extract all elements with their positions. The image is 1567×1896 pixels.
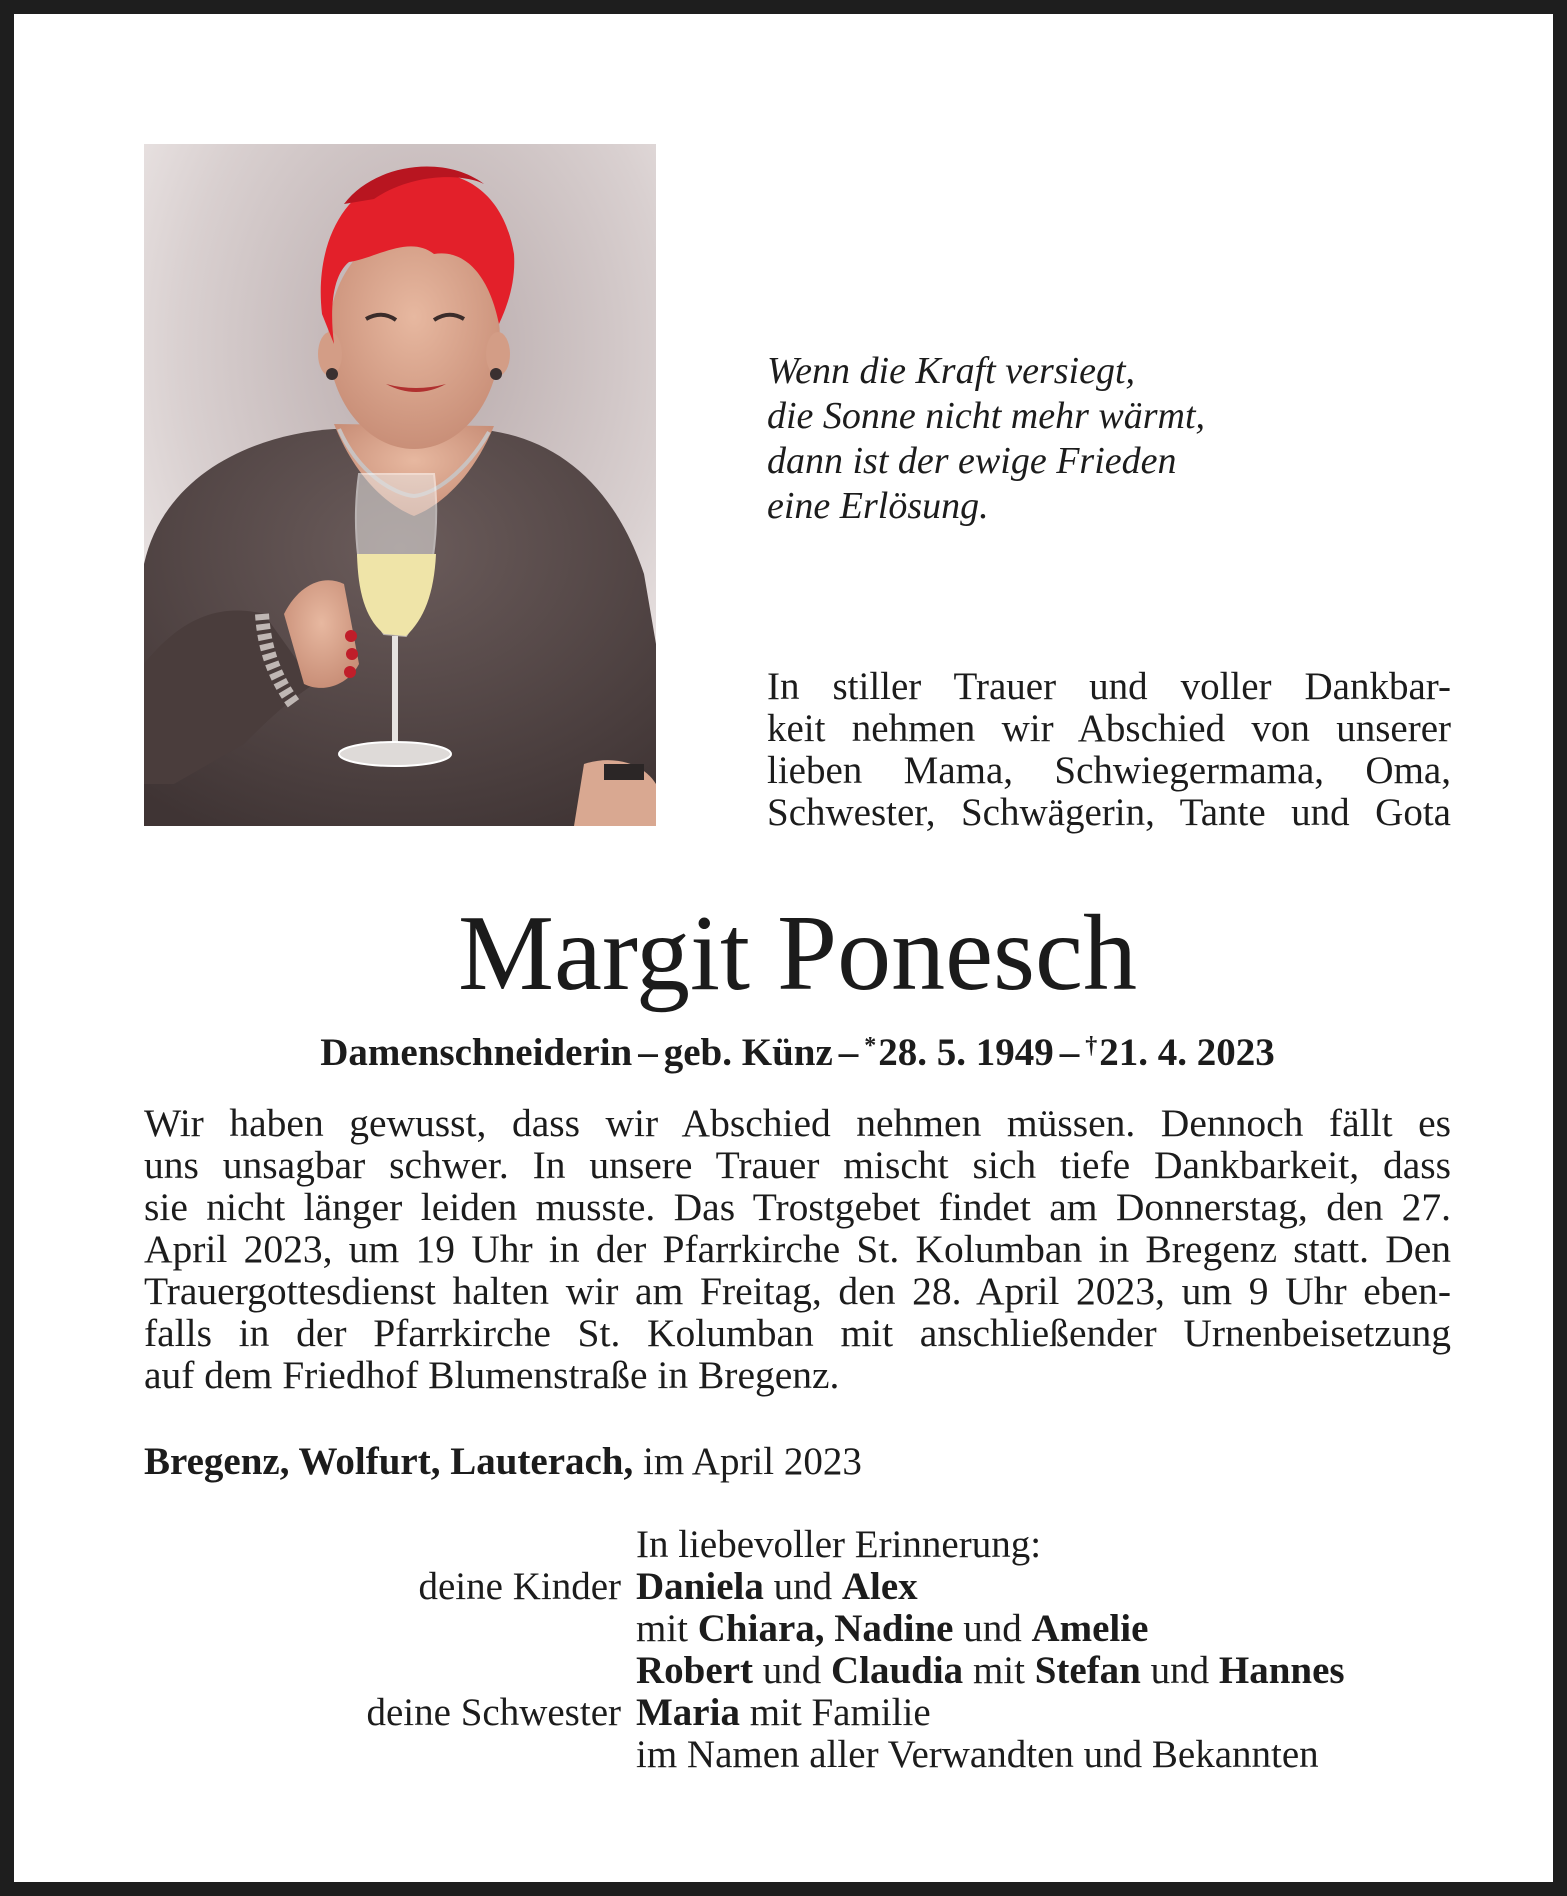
place-date-line	[144, 1439, 862, 1485]
mourner-name: Amelie	[1031, 1607, 1149, 1650]
mourners-block	[14, 1524, 1567, 1776]
mourner-name: Claudia	[830, 1649, 964, 1692]
mourner-name: Alex	[841, 1565, 918, 1608]
conjunction: mit Familie	[749, 1691, 931, 1734]
mourners-closing: im Namen aller Verwandten und Bekannten	[636, 1733, 1319, 1776]
conjunction: und	[1150, 1649, 1210, 1692]
body-line: auf dem Friedhof Blumenstraße in Bregenz.	[144, 1353, 840, 1397]
mourners-heading-row	[14, 1524, 1567, 1566]
conjunction: mit	[636, 1607, 689, 1650]
separator-dash: –	[1059, 1031, 1080, 1074]
quote-verse	[767, 349, 1205, 529]
body-line: falls in der Pfarrkirche St. Kolumban mit anschließender Urnenbeisetzung	[144, 1311, 1451, 1355]
quote-line: die Sonne nicht mehr wärmt,	[767, 395, 1206, 437]
conjunction: und	[963, 1607, 1022, 1650]
sister-label: deine Schwester	[366, 1691, 621, 1734]
conjunction: und	[773, 1565, 833, 1608]
mourners-row	[14, 1608, 1567, 1650]
body-line: uns unsagbar schwer. In unsere Trauer mischt sich tiefe Dankbarkeit, dass	[144, 1143, 1451, 1187]
mourners-names	[636, 1692, 931, 1734]
separator-dash: –	[638, 1031, 658, 1074]
birth-symbol: *	[864, 1033, 877, 1059]
children-label: deine Kinder	[418, 1565, 621, 1608]
mourners-row	[14, 1650, 1567, 1692]
birth-date: 28. 5. 1949	[878, 1031, 1054, 1074]
place-towns: Bregenz, Wolfurt, Lauterach,	[144, 1440, 634, 1483]
death-date: 21. 4. 2023	[1099, 1031, 1275, 1074]
portrait-photo	[144, 144, 656, 826]
body-line: sie nicht länger leiden musste. Das Trostgebet findet am Donnerstag, den 27.	[144, 1185, 1451, 1229]
conjunction: mit	[972, 1649, 1025, 1692]
body-line: April 2023, um 19 Uhr in der Pfarrkirche St. Kolumban in Bregenz statt. Den	[144, 1227, 1451, 1271]
conjunction: und	[762, 1649, 822, 1692]
mourners-names	[636, 1608, 1148, 1650]
mourner-name: Nadine	[834, 1607, 954, 1650]
separator-dash: –	[838, 1031, 859, 1074]
intro-line: In stiller Trauer und voller Dankbar-	[767, 665, 1451, 708]
intro-paragraph	[767, 666, 1451, 834]
mourners-names	[636, 1566, 918, 1608]
mourner-name: Robert	[636, 1649, 753, 1692]
mourners-names	[636, 1650, 1345, 1692]
quote-line: eine Erlösung.	[767, 485, 989, 527]
mourners-row	[14, 1692, 1567, 1734]
quote-line: Wenn die Kraft versiegt,	[767, 350, 1135, 392]
mourners-row	[14, 1734, 1567, 1776]
quote-line: dann ist der ewige Frieden	[767, 440, 1177, 482]
profession: Damenschneiderin	[320, 1031, 633, 1074]
deceased-name: Margit Ponesch	[458, 894, 1137, 1013]
body-line: Wir haben gewusst, dass wir Abschied nehmen müssen. Dennoch fällt es	[144, 1101, 1451, 1145]
death-symbol: †	[1085, 1033, 1098, 1059]
announcement-text	[144, 1102, 1451, 1396]
mourner-name: Hannes	[1218, 1649, 1345, 1692]
place-date: im April 2023	[643, 1440, 862, 1483]
mourner-name: Chiara,	[697, 1607, 825, 1650]
intro-line: keit nehmen wir Abschied von unserer	[767, 707, 1451, 750]
mourner-name: Maria	[636, 1691, 740, 1734]
mourner-name: Stefan	[1034, 1649, 1141, 1692]
intro-line: lieben Mama, Schwiegermama, Oma,	[767, 749, 1451, 792]
birth-name: geb. Künz	[663, 1031, 833, 1074]
body-line: Trauergottesdienst halten wir am Freitag, den 28. April 2023, um 9 Uhr eben-	[144, 1269, 1451, 1313]
mourner-name: Daniela	[636, 1565, 764, 1608]
mourners-heading: In liebevoller Erinnerung:	[636, 1523, 1042, 1566]
mourners-row	[14, 1566, 1567, 1608]
intro-line: Schwester, Schwägerin, Tante und Gota	[767, 791, 1451, 834]
deceased-subtitle	[14, 1021, 1567, 1078]
